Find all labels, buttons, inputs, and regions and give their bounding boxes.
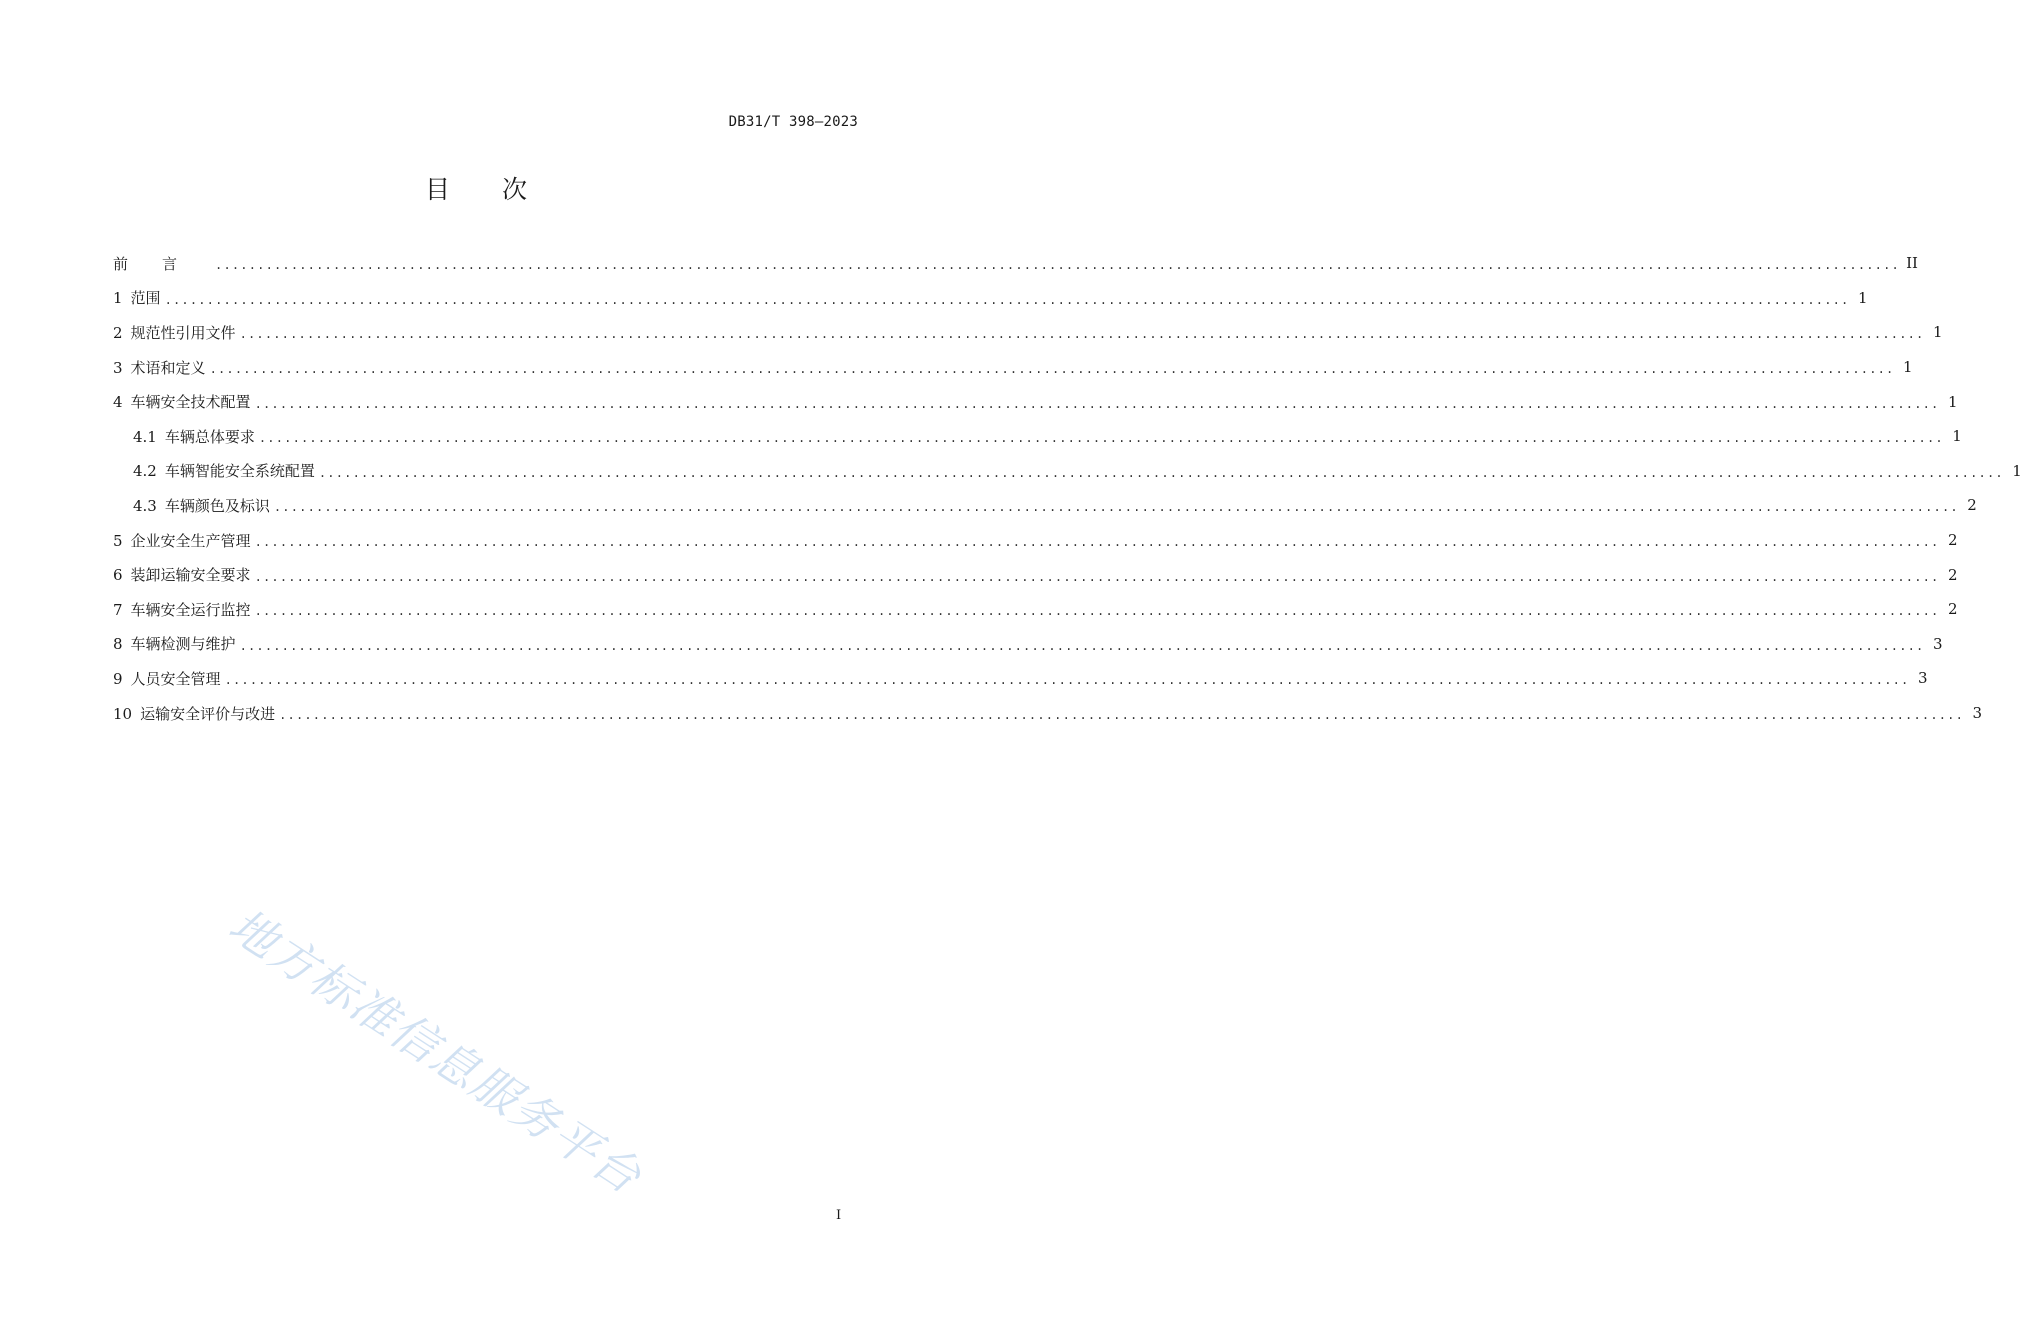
- toc-entry-label: 运输安全评价与改进: [140, 704, 276, 723]
- toc-entry-number: 7: [113, 600, 123, 619]
- dot-leader: ........................................................................................................................................................................................................: [254, 535, 1940, 550]
- watermark-text: 地方标准信息服务平台: [219, 897, 652, 1205]
- toc-entry-4-1[interactable]: [113, 419, 1962, 454]
- toc-entry-1[interactable]: [113, 281, 1868, 316]
- toc-entry-4[interactable]: [113, 384, 1958, 419]
- toc-entry-page: 1: [1947, 392, 1958, 411]
- dot-leader: ........................................................................................................................................................................................................: [215, 258, 1900, 273]
- toc-entry-label: 车辆检测与维护: [130, 635, 236, 654]
- toc-entry-label: 人员安全管理: [130, 669, 221, 688]
- dot-leader: ........................................................................................................................................................................................................: [273, 500, 1959, 515]
- toc-entry-label: 范围: [130, 289, 161, 308]
- toc-entry-page: 2: [1947, 531, 1958, 550]
- toc-entry-number: 4.2: [133, 462, 157, 481]
- dot-leader: ........................................................................................................................................................................................................: [239, 327, 1925, 342]
- toc-entry-number: 4.1: [133, 427, 157, 446]
- toc-entry-label: 车辆颜色及标识: [164, 496, 270, 515]
- toc-entry-2[interactable]: [113, 315, 1943, 350]
- toc-entry-10[interactable]: [113, 696, 1983, 731]
- toc-entry-preface[interactable]: [113, 246, 1918, 281]
- toc-entry-page: 3: [1917, 669, 1928, 688]
- toc-entry-label: 车辆总体要求: [164, 427, 255, 446]
- table-of-contents: [113, 246, 2022, 730]
- toc-entry-5[interactable]: [113, 523, 1958, 558]
- toc-entry-page: 1: [2012, 461, 2022, 480]
- dot-leader: ........................................................................................................................................................................................................: [164, 292, 1850, 307]
- toc-entry-number: 4: [113, 393, 123, 412]
- toc-entry-7[interactable]: [113, 592, 1958, 627]
- toc-entry-label: 车辆安全运行监控: [130, 600, 251, 619]
- page-title: 目 次: [425, 175, 549, 204]
- toc-entry-number: 4.3: [133, 496, 157, 515]
- toc-entry-9[interactable]: [113, 661, 1928, 696]
- toc-entry-page: 2: [1947, 600, 1958, 619]
- toc-entry-label: 前言: [113, 254, 212, 273]
- toc-entry-page: 2: [1947, 565, 1958, 584]
- toc-entry-label: 规范性引用文件: [130, 323, 236, 342]
- toc-entry-label: 术语和定义: [130, 358, 206, 377]
- toc-entry-page: 1: [1902, 358, 1913, 377]
- toc-entry-number: 10: [113, 704, 133, 723]
- dot-leader: ........................................................................................................................................................................................................: [224, 673, 1910, 688]
- toc-entry-page: II: [1906, 254, 1918, 273]
- toc-entry-page: 1: [1932, 323, 1943, 342]
- toc-entry-number: 6: [113, 566, 123, 585]
- toc-entry-label: 企业安全生产管理: [130, 531, 251, 550]
- toc-entry-label: 车辆智能安全系统配置: [164, 462, 315, 481]
- dot-leader: ........................................................................................................................................................................................................: [318, 465, 2004, 480]
- dot-leader: ........................................................................................................................................................................................................: [209, 362, 1895, 377]
- document-code: DB31/T 398—2023: [728, 114, 858, 130]
- dot-leader: ........................................................................................................................................................................................................: [239, 638, 1925, 653]
- toc-entry-page: 1: [1952, 427, 1962, 446]
- toc-entry-label: 车辆安全技术配置: [130, 393, 251, 412]
- toc-entry-8[interactable]: [113, 627, 1943, 662]
- toc-entry-3[interactable]: [113, 350, 1913, 385]
- toc-entry-page: 1: [1857, 288, 1868, 307]
- dot-leader: ........................................................................................................................................................................................................: [258, 431, 1944, 446]
- toc-entry-page: 2: [1967, 496, 1977, 515]
- toc-entry-label: 装卸运输安全要求: [130, 566, 251, 585]
- toc-entry-number: 3: [113, 358, 123, 377]
- dot-leader: ........................................................................................................................................................................................................: [254, 569, 1940, 584]
- toc-entry-number: 1: [113, 289, 123, 308]
- toc-entry-number: 9: [113, 669, 123, 688]
- toc-entry-4-2[interactable]: [113, 454, 2022, 489]
- toc-entry-page: 3: [1972, 704, 1983, 723]
- toc-entry-number: 5: [113, 531, 123, 550]
- dot-leader: ........................................................................................................................................................................................................: [254, 396, 1940, 411]
- toc-entry-page: 3: [1932, 634, 1943, 653]
- toc-entry-number: 8: [113, 635, 123, 654]
- dot-leader: ........................................................................................................................................................................................................: [279, 708, 1965, 723]
- toc-entry-number: 2: [113, 323, 123, 342]
- toc-entry-6[interactable]: [113, 557, 1958, 592]
- toc-entry-4-3[interactable]: [113, 488, 1977, 523]
- dot-leader: ........................................................................................................................................................................................................: [254, 604, 1940, 619]
- page-number: I: [836, 1208, 842, 1223]
